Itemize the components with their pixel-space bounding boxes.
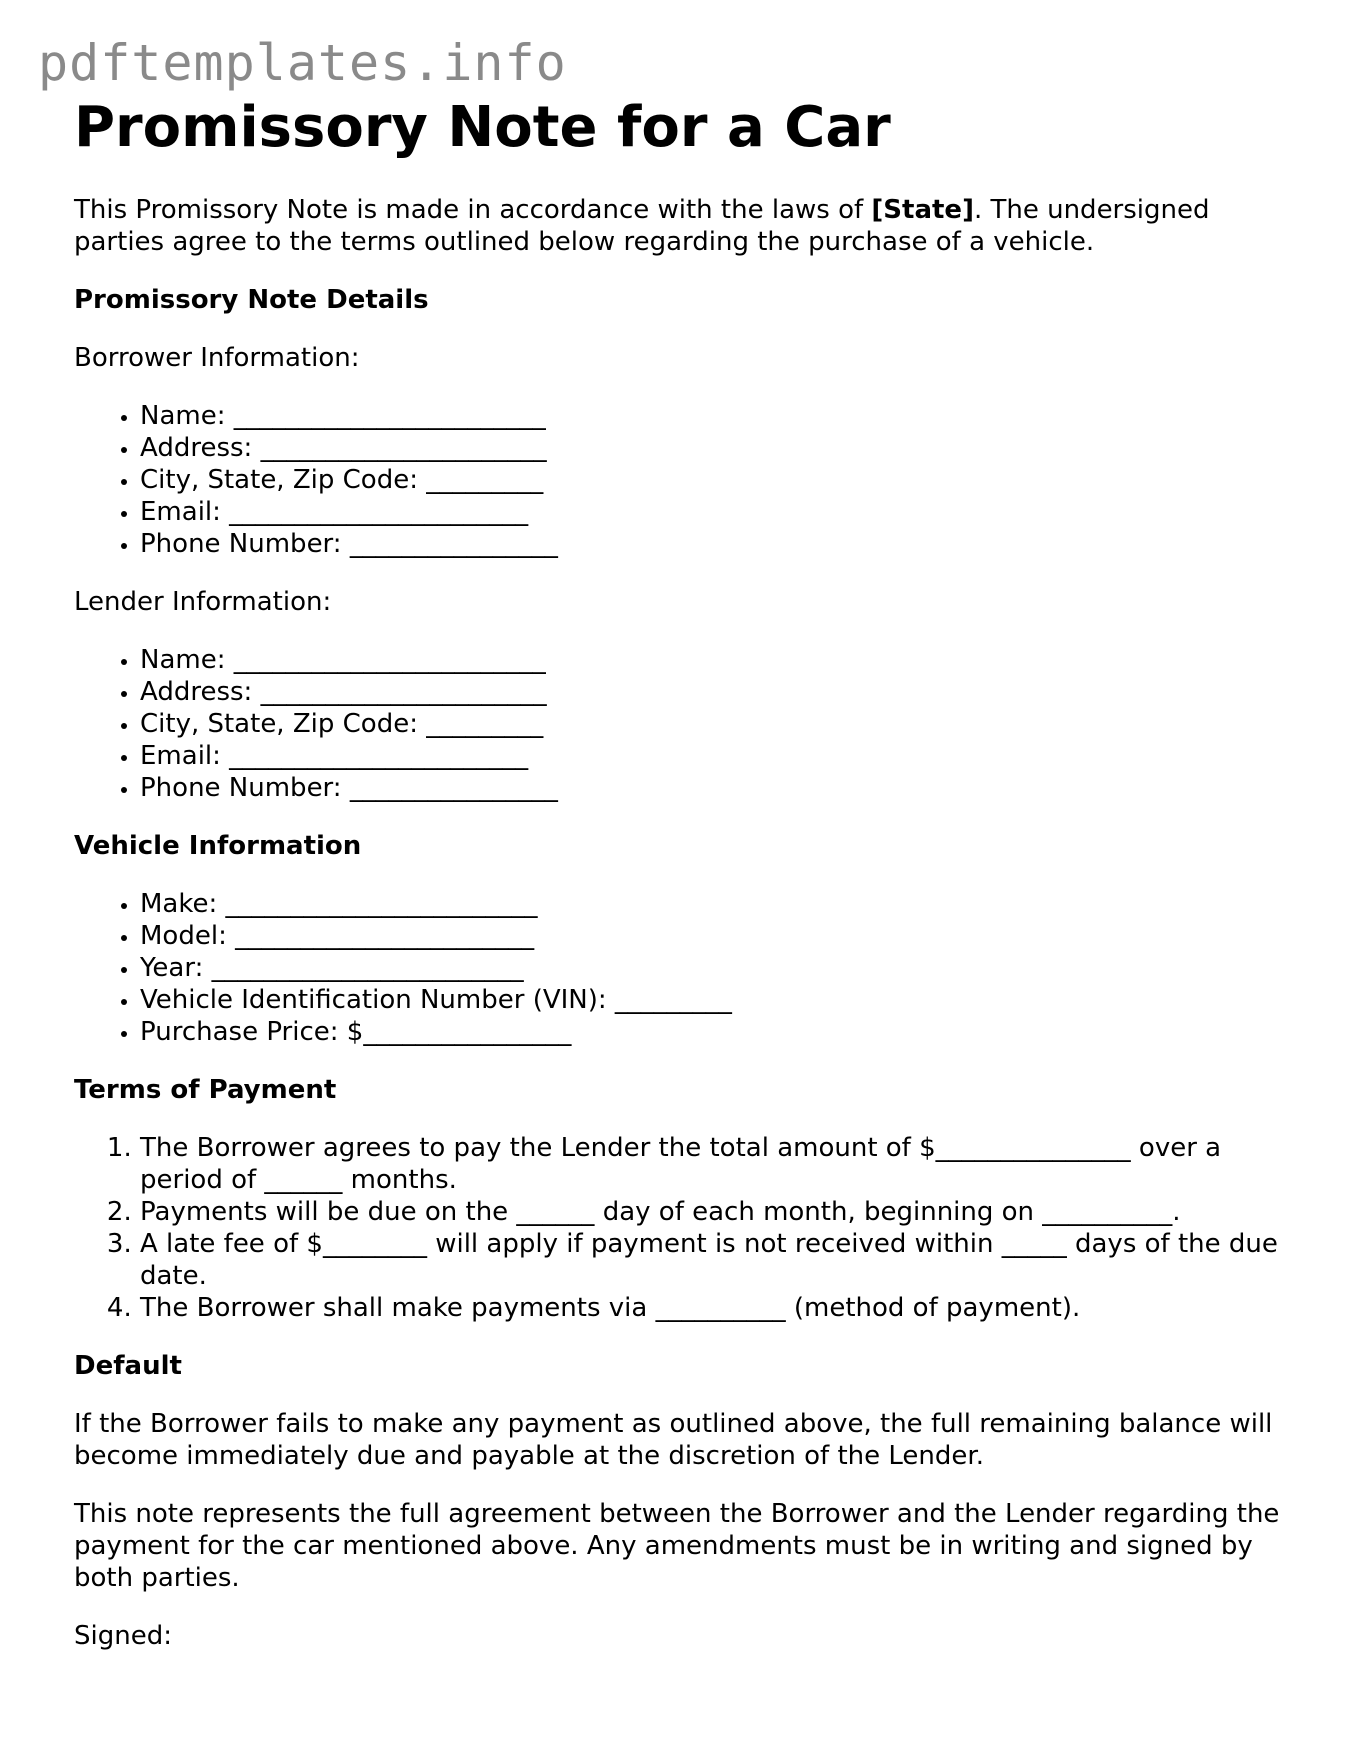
borrower-address-field: • Address: ______________________ [140, 432, 1284, 464]
borrower-city-state-zip-field: • City, State, Zip Code: _________ [140, 464, 1284, 496]
lender-phone-field: • Phone Number: ________________ [140, 772, 1284, 804]
lender-label: Lender Information: [74, 587, 332, 617]
vehicle-heading: Vehicle Information [74, 831, 362, 861]
intro-text-after: . The undersigned parties agree to the terms outlined below regarding the purchase of a vehicle. [74, 195, 1210, 257]
document-title: Promissory Note for a Car [74, 95, 891, 160]
state-placeholder: [State] [871, 195, 974, 225]
vehicle-fields-list [74, 888, 1284, 1048]
vehicle-vin-field: • Vehicle Identification Number (VIN): _________ [140, 984, 1284, 1016]
borrower-phone-field: • Phone Number: ________________ [140, 528, 1284, 560]
terms-heading: Terms of Payment [74, 1075, 337, 1105]
vehicle-year-field: • Year: ________________________ [140, 952, 1284, 984]
lender-email-field: • Email: _______________________ [140, 740, 1284, 772]
lender-city-state-zip-field: • City, State, Zip Code: _________ [140, 708, 1284, 740]
watermark: pdftemplates.info [38, 34, 567, 92]
agreement-paragraph: This note represents the full agreement between the Borrower and the Lender regarding the payment for the car mentioned above. Any amendments must be in writing and signed by both parties. [74, 1499, 1280, 1593]
terms-item-total-amount: 1. The Borrower agrees to pay the Lender the total amount of $_______________ over a period of ______ months. [140, 1132, 1284, 1196]
lender-address-field: • Address: ______________________ [140, 676, 1284, 708]
vehicle-make-field: • Make: ________________________ [140, 888, 1284, 920]
terms-item-late-fee: 3. A late fee of $________ will apply if payment is not received within _____ days of the due date. [140, 1228, 1284, 1292]
signed-label: Signed: [74, 1621, 172, 1651]
lender-name-field: • Name: ________________________ [140, 644, 1284, 676]
vehicle-model-field: • Model: _______________________ [140, 920, 1284, 952]
intro-paragraph [74, 194, 1284, 258]
terms-item-due-day: 2. Payments will be due on the ______ day of each month, beginning on __________. [140, 1196, 1284, 1228]
borrower-email-field: • Email: _______________________ [140, 496, 1284, 528]
borrower-label: Borrower Information: [74, 343, 360, 373]
vehicle-price-field: • Purchase Price: $________________ [140, 1016, 1284, 1048]
terms-item-payment-method: 4. The Borrower shall make payments via __________ (method of payment). [140, 1292, 1284, 1324]
lender-fields-list [74, 644, 1284, 804]
intro-text-before: This Promissory Note is made in accordance with the laws of [74, 195, 872, 225]
default-heading: Default [74, 1351, 182, 1381]
borrower-fields-list [74, 400, 1284, 560]
terms-list [74, 1132, 1284, 1324]
details-heading: Promissory Note Details [74, 285, 429, 315]
borrower-name-field: • Name: ________________________ [140, 400, 1284, 432]
document-page [74, 96, 1284, 1678]
default-paragraph: If the Borrower fails to make any payment as outlined above, the full remaining balance will become immediately due and payable at the discretion of the Lender. [74, 1409, 1273, 1471]
